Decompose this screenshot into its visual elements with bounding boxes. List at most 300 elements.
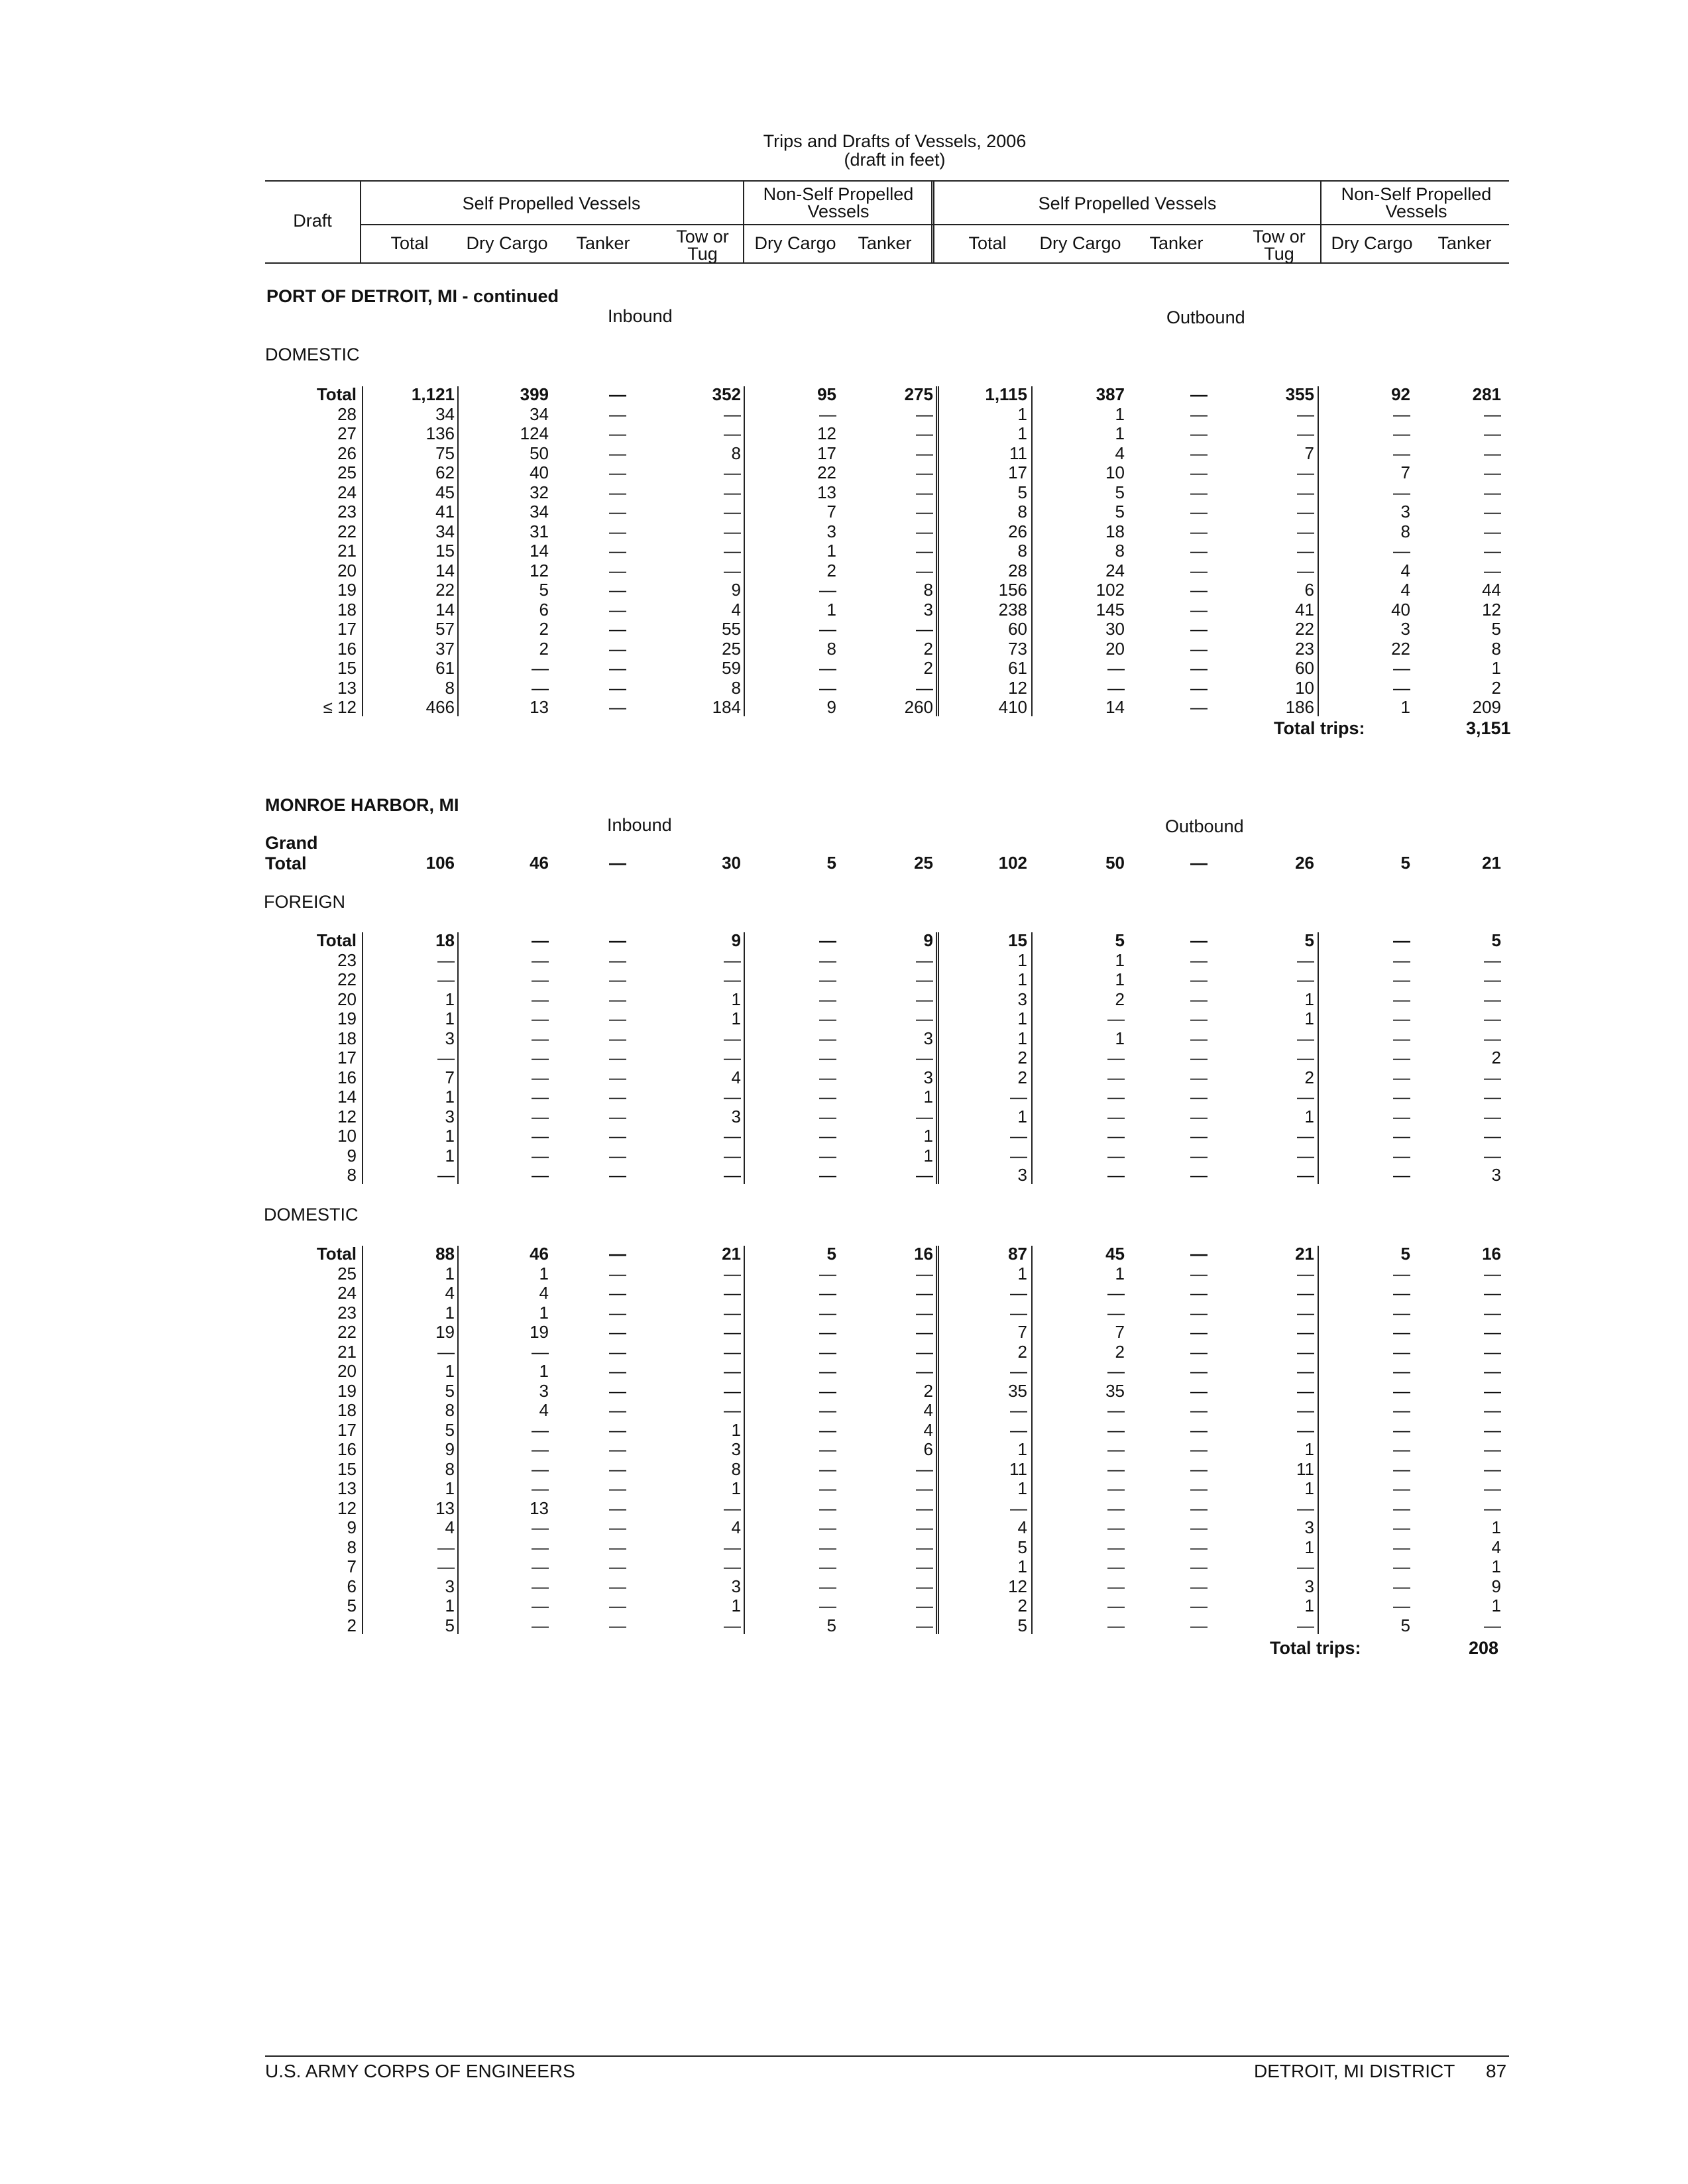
table-cell: 60 xyxy=(1295,658,1314,678)
table-cell: 34 xyxy=(530,502,549,521)
table-cell: — xyxy=(1393,1478,1410,1498)
draft-label: 19 xyxy=(337,1009,357,1028)
table-cell: 4 xyxy=(539,1283,549,1303)
table-cell: — xyxy=(532,1478,549,1498)
table-cell: — xyxy=(609,1537,626,1557)
draft-label: 16 xyxy=(337,1067,357,1087)
table-cell: — xyxy=(724,1028,741,1048)
table-cell: — xyxy=(1190,1556,1208,1576)
table-cell: 3 xyxy=(1304,1517,1314,1537)
column-divider xyxy=(744,1246,745,1634)
table-cell: — xyxy=(1190,463,1208,482)
monroe-foreign-label: FOREIGN xyxy=(264,892,346,912)
table-cell: 12 xyxy=(1008,677,1027,698)
table-cell: — xyxy=(532,1537,549,1557)
table-cell: — xyxy=(1190,1009,1208,1028)
table-cell: — xyxy=(532,1009,549,1028)
table-cell: — xyxy=(1393,969,1410,989)
table-cell: 3 xyxy=(923,1067,933,1087)
table-cell: 1,115 xyxy=(985,384,1027,404)
table-cell: — xyxy=(1010,1087,1027,1107)
draft-label: 7 xyxy=(347,1556,357,1576)
table-cell: — xyxy=(724,1126,741,1146)
table-cell: 14 xyxy=(435,599,455,620)
detroit-outbound-label: Outbound xyxy=(1166,307,1245,327)
table-cell: 62 xyxy=(435,463,455,482)
table-cell: 6 xyxy=(923,1439,933,1459)
table-cell: 209 xyxy=(1472,697,1501,717)
table-cell: — xyxy=(819,1067,836,1087)
table-cell: — xyxy=(609,423,626,443)
table-cell: — xyxy=(819,1596,836,1615)
table-cell: — xyxy=(1190,560,1208,580)
table-cell: 186 xyxy=(1285,697,1314,717)
table-cell: — xyxy=(532,1341,549,1362)
table-cell: 10 xyxy=(1105,463,1125,482)
table-cell: — xyxy=(1190,580,1208,600)
table-cell: — xyxy=(916,1048,933,1067)
table-cell: — xyxy=(1297,404,1314,424)
table-cell: 3 xyxy=(731,1106,741,1126)
table-cell: 102 xyxy=(1096,580,1125,600)
table-cell: — xyxy=(1393,930,1410,950)
table-cell: — xyxy=(1393,1556,1410,1576)
table-cell: — xyxy=(1484,502,1501,521)
table-cell: — xyxy=(532,950,549,970)
table-cell: — xyxy=(609,1028,626,1048)
table-cell: 275 xyxy=(904,384,933,404)
table-cell: — xyxy=(609,1517,626,1537)
draft-label: 22 xyxy=(337,969,357,989)
table-cell: — xyxy=(609,541,626,561)
table-cell: — xyxy=(1484,463,1501,482)
table-cell: 2 xyxy=(1115,1341,1125,1362)
table-cell: — xyxy=(1190,1400,1208,1420)
table-cell: — xyxy=(1297,1263,1314,1283)
table-cell: 12 xyxy=(1482,599,1501,620)
table-cell: 1 xyxy=(1304,1478,1314,1498)
table-cell: — xyxy=(819,1106,836,1126)
table-cell: 1 xyxy=(1017,950,1027,970)
table-cell: — xyxy=(1107,1439,1125,1459)
table-cell: 11 xyxy=(1296,1458,1314,1479)
table-cell: 7 xyxy=(1304,443,1314,463)
table-cell: 2 xyxy=(1115,989,1125,1009)
table-cell: 4 xyxy=(731,1067,741,1087)
table-cell: 184 xyxy=(712,697,741,717)
table-cell: — xyxy=(609,638,626,659)
header-col-total-out: Total xyxy=(968,233,1007,253)
monroe-total-trips: 208 xyxy=(1469,1638,1499,1658)
table-cell: 2 xyxy=(1491,677,1501,698)
table-cell: 18 xyxy=(435,930,455,950)
column-divider xyxy=(936,932,939,1184)
table-cell: 5 xyxy=(1400,1244,1410,1264)
table-cell: — xyxy=(916,521,933,541)
draft-label: 23 xyxy=(337,950,357,970)
table-cell: — xyxy=(609,989,626,1009)
table-cell: — xyxy=(1297,1556,1314,1576)
table-cell: — xyxy=(1484,989,1501,1009)
table-cell: — xyxy=(1297,463,1314,482)
table-cell: — xyxy=(1484,1419,1501,1440)
table-cell: — xyxy=(1190,1458,1208,1479)
table-cell: 5 xyxy=(1491,619,1501,639)
table-cell: — xyxy=(609,1263,626,1283)
table-cell: — xyxy=(1484,1361,1501,1381)
table-cell: 3 xyxy=(923,599,933,620)
draft-label: 16 xyxy=(337,1439,357,1459)
draft-label: 21 xyxy=(337,1341,357,1362)
table-cell: 4 xyxy=(731,599,741,620)
table-cell: — xyxy=(916,1009,933,1028)
draft-label: 24 xyxy=(337,1283,357,1303)
column-divider xyxy=(1318,386,1319,716)
header-col-tow-in: Tow or Tug xyxy=(676,227,729,264)
table-cell: 19 xyxy=(435,1322,455,1342)
draft-label: Total xyxy=(316,1244,357,1264)
table-cell: 7 xyxy=(1115,1322,1125,1342)
table-cell: 5 xyxy=(826,1615,836,1635)
header-draft: Draft xyxy=(293,211,332,231)
table-cell: — xyxy=(916,482,933,502)
table-cell: — xyxy=(1393,541,1410,561)
table-cell: — xyxy=(609,658,626,678)
header-col-tanker-out: Tanker xyxy=(1149,233,1204,253)
table-cell: 73 xyxy=(1008,638,1027,659)
table-cell: 7 xyxy=(1017,1322,1027,1342)
table-cell: 8 xyxy=(445,677,455,698)
grand-total-cell: — xyxy=(1190,853,1208,873)
table-cell: — xyxy=(819,1283,836,1303)
table-cell: — xyxy=(609,969,626,989)
table-cell: 34 xyxy=(435,404,455,424)
table-cell: — xyxy=(819,1009,836,1028)
table-cell: 1 xyxy=(1017,969,1027,989)
table-cell: 12 xyxy=(1008,1576,1027,1596)
table-cell: — xyxy=(437,1537,455,1557)
table-cell: 1 xyxy=(1115,423,1125,443)
table-cell: — xyxy=(1393,1458,1410,1479)
column-divider xyxy=(1318,1246,1319,1634)
draft-label: ≤ 12 xyxy=(323,697,357,717)
table-cell: 92 xyxy=(1391,384,1410,404)
table-cell: 1 xyxy=(1491,1596,1501,1615)
table-cell: — xyxy=(819,1341,836,1362)
table-cell: — xyxy=(1190,1322,1208,1342)
header-self-propelled-inbound: Self Propelled Vessels xyxy=(462,193,641,213)
table-cell: — xyxy=(1010,1302,1027,1323)
table-cell: 5 xyxy=(1304,930,1314,950)
table-cell: — xyxy=(819,658,836,678)
table-cell: — xyxy=(1484,1615,1501,1635)
table-cell: 260 xyxy=(904,697,933,717)
table-cell: 17 xyxy=(1008,463,1027,482)
header-col-ns-drycargo-in: Dry Cargo xyxy=(754,233,836,253)
table-cell: — xyxy=(1010,1400,1027,1420)
table-cell: — xyxy=(1297,1126,1314,1146)
table-cell: — xyxy=(1393,1596,1410,1615)
table-cell: — xyxy=(532,1087,549,1107)
table-cell: 2 xyxy=(923,638,933,659)
table-cell: 13 xyxy=(530,697,549,717)
table-cell: — xyxy=(1107,1537,1125,1557)
table-cell: — xyxy=(1190,521,1208,541)
table-cell: — xyxy=(916,1361,933,1381)
table-cell: — xyxy=(1393,404,1410,424)
table-cell: 156 xyxy=(998,580,1027,600)
table-cell: — xyxy=(1190,1380,1208,1401)
table-cell: 4 xyxy=(539,1400,549,1420)
table-cell: — xyxy=(1190,1263,1208,1283)
table-cell: 8 xyxy=(1115,541,1125,561)
table-cell: 30 xyxy=(1105,619,1125,639)
table-cell: — xyxy=(1484,1478,1501,1498)
table-cell: — xyxy=(1190,1087,1208,1107)
table-cell: 1 xyxy=(1017,404,1027,424)
table-cell: 2 xyxy=(1017,1048,1027,1067)
table-cell: — xyxy=(819,950,836,970)
table-cell: 22 xyxy=(1391,638,1410,659)
table-cell: — xyxy=(1484,1028,1501,1048)
table-cell: — xyxy=(819,1087,836,1107)
table-cell: — xyxy=(724,1498,741,1518)
table-cell: 11 xyxy=(1009,1458,1027,1479)
table-cell: — xyxy=(819,1028,836,1048)
draft-label: 25 xyxy=(337,463,357,482)
table-cell: 1 xyxy=(1304,989,1314,1009)
table-cell: — xyxy=(819,677,836,698)
table-cell: — xyxy=(1107,677,1125,698)
table-cell: — xyxy=(1393,1263,1410,1283)
table-cell: 1 xyxy=(826,599,836,620)
table-cell: 1 xyxy=(445,1145,455,1166)
table-cell: — xyxy=(1190,1145,1208,1166)
table-cell: 12 xyxy=(530,560,549,580)
table-cell: 16 xyxy=(914,1244,933,1264)
header-col-ns-tanker-out: Tanker xyxy=(1437,233,1492,253)
table-cell: — xyxy=(609,1361,626,1381)
grand-total-cell: 5 xyxy=(826,853,836,873)
table-cell: — xyxy=(1393,1537,1410,1557)
table-cell: — xyxy=(1484,1458,1501,1479)
table-cell: — xyxy=(1190,502,1208,521)
table-cell: — xyxy=(724,1341,741,1362)
table-cell: 8 xyxy=(445,1458,455,1479)
monroe-total-trips-label: Total trips: xyxy=(1270,1638,1361,1658)
table-cell: — xyxy=(1484,1106,1501,1126)
table-cell: — xyxy=(1484,1400,1501,1420)
table-cell: — xyxy=(724,541,741,561)
table-cell: — xyxy=(724,560,741,580)
page-footer xyxy=(265,2055,1509,2081)
header-col-tanker-in: Tanker xyxy=(576,233,630,253)
table-cell: 2 xyxy=(1017,1067,1027,1087)
table-cell: 5 xyxy=(1017,482,1027,502)
table-cell: 281 xyxy=(1472,384,1501,404)
table-cell: — xyxy=(1107,1048,1125,1067)
table-cell: — xyxy=(1107,1458,1125,1479)
table-cell: 4 xyxy=(1400,580,1410,600)
table-cell: — xyxy=(1107,1087,1125,1107)
table-cell: 9 xyxy=(731,930,741,950)
table-cell: — xyxy=(1107,1478,1125,1498)
table-cell: 4 xyxy=(1400,560,1410,580)
table-cell: 145 xyxy=(1096,599,1125,620)
table-cell: — xyxy=(609,1126,626,1146)
draft-label: 10 xyxy=(337,1126,357,1146)
draft-label: Total xyxy=(316,930,357,950)
monroe-inbound-label: Inbound xyxy=(607,815,672,835)
table-cell: 2 xyxy=(539,638,549,659)
table-cell: — xyxy=(819,580,836,600)
table-cell: — xyxy=(1484,969,1501,989)
table-cell: — xyxy=(1107,1517,1125,1537)
draft-label: 15 xyxy=(337,1458,357,1479)
table-cell: — xyxy=(1393,1517,1410,1537)
table-cell: 4 xyxy=(445,1283,455,1303)
table-cell: — xyxy=(1190,697,1208,717)
draft-label: 8 xyxy=(347,1165,357,1185)
table-cell: — xyxy=(1393,1498,1410,1518)
draft-label: 28 xyxy=(337,404,357,424)
table-cell: 1 xyxy=(731,1419,741,1440)
table-cell: — xyxy=(1190,482,1208,502)
table-cell: — xyxy=(1190,1165,1208,1185)
table-cell: 5 xyxy=(1491,930,1501,950)
table-cell: 1 xyxy=(731,1478,741,1498)
table-header xyxy=(265,180,1509,266)
header-non-self-propelled-outbound: Non-Self Propelled Vessels xyxy=(1341,184,1492,221)
table-cell: 59 xyxy=(722,658,741,678)
table-cell: — xyxy=(609,502,626,521)
table-cell: — xyxy=(1393,1361,1410,1381)
table-cell: 34 xyxy=(530,404,549,424)
table-cell: 3 xyxy=(731,1576,741,1596)
table-cell: — xyxy=(609,1556,626,1576)
draft-label: 9 xyxy=(347,1145,357,1166)
table-cell: 6 xyxy=(1304,580,1314,600)
table-cell: 2 xyxy=(1017,1596,1027,1615)
table-cell: 8 xyxy=(445,1400,455,1420)
table-cell: — xyxy=(532,658,549,678)
table-cell: — xyxy=(819,1400,836,1420)
table-cell: 50 xyxy=(530,443,549,463)
table-cell: 1 xyxy=(1304,1106,1314,1126)
table-cell: — xyxy=(819,1517,836,1537)
table-cell: 19 xyxy=(530,1322,549,1342)
table-cell: 60 xyxy=(1008,619,1027,639)
table-cell: — xyxy=(916,989,933,1009)
table-cell: — xyxy=(609,1576,626,1596)
table-cell: — xyxy=(1297,1322,1314,1342)
table-cell: — xyxy=(609,599,626,620)
table-cell: 8 xyxy=(731,1458,741,1479)
table-cell: 1 xyxy=(826,541,836,561)
table-cell: 87 xyxy=(1008,1244,1027,1264)
table-cell: 1 xyxy=(445,1596,455,1615)
table-cell: 13 xyxy=(530,1498,549,1518)
table-cell: 1 xyxy=(1491,658,1501,678)
table-cell: — xyxy=(819,1361,836,1381)
draft-label: 17 xyxy=(337,1419,357,1440)
table-cell: — xyxy=(1107,1556,1125,1576)
table-cell: — xyxy=(724,1556,741,1576)
table-cell: — xyxy=(1010,1283,1027,1303)
table-cell: — xyxy=(1484,1145,1501,1166)
table-cell: 22 xyxy=(1295,619,1314,639)
table-cell: 5 xyxy=(1115,502,1125,521)
monroe-title: MONROE HARBOR, MI xyxy=(265,795,459,815)
table-cell: 2 xyxy=(923,1380,933,1401)
table-cell: — xyxy=(609,1596,626,1615)
table-cell: — xyxy=(1107,1126,1125,1146)
table-cell: — xyxy=(1190,969,1208,989)
table-cell: 17 xyxy=(817,443,836,463)
table-cell: — xyxy=(1484,1498,1501,1518)
table-cell: — xyxy=(819,1263,836,1283)
table-cell: 10 xyxy=(1295,677,1314,698)
table-cell: 3 xyxy=(1400,502,1410,521)
table-cell: — xyxy=(1484,521,1501,541)
table-cell: 1 xyxy=(539,1302,549,1323)
table-cell: — xyxy=(916,1517,933,1537)
table-cell: 4 xyxy=(731,1517,741,1537)
table-cell: 1 xyxy=(731,1009,741,1028)
table-cell: 9 xyxy=(826,697,836,717)
table-cell: — xyxy=(1393,1419,1410,1440)
table-cell: — xyxy=(1190,1478,1208,1498)
monroe-outbound-label: Outbound xyxy=(1165,816,1244,836)
table-cell: 5 xyxy=(1115,482,1125,502)
column-divider xyxy=(362,932,363,1184)
table-cell: 57 xyxy=(435,619,455,639)
table-cell: — xyxy=(609,1106,626,1126)
table-cell: — xyxy=(819,1145,836,1166)
table-cell: — xyxy=(1484,443,1501,463)
table-cell: — xyxy=(532,1556,549,1576)
draft-label: 16 xyxy=(337,638,357,659)
table-cell: 61 xyxy=(1008,658,1027,678)
table-cell: 37 xyxy=(435,638,455,659)
table-cell: 3 xyxy=(1017,989,1027,1009)
table-cell: 1 xyxy=(731,1596,741,1615)
table-cell: — xyxy=(1297,1361,1314,1381)
table-cell: — xyxy=(916,1615,933,1635)
table-cell: — xyxy=(1484,1067,1501,1087)
table-cell: 1 xyxy=(1017,1106,1027,1126)
table-cell: 34 xyxy=(435,521,455,541)
table-cell: — xyxy=(1107,1165,1125,1185)
table-cell: — xyxy=(437,1048,455,1067)
table-cell: 5 xyxy=(1017,1615,1027,1635)
table-cell: — xyxy=(819,619,836,639)
detroit-domestic-label: DOMESTIC xyxy=(265,345,360,364)
table-cell: — xyxy=(1297,1165,1314,1185)
table-cell: 5 xyxy=(445,1419,455,1440)
table-cell: — xyxy=(1107,1498,1125,1518)
table-cell: — xyxy=(1190,1283,1208,1303)
table-cell: — xyxy=(609,443,626,463)
table-cell: — xyxy=(1393,1087,1410,1107)
table-cell: — xyxy=(1393,1341,1410,1362)
monroe-domestic-label: DOMESTIC xyxy=(264,1205,359,1225)
table-cell: — xyxy=(916,1458,933,1479)
table-cell: 1 xyxy=(445,1087,455,1107)
column-divider xyxy=(936,386,939,716)
table-cell: — xyxy=(724,1263,741,1283)
table-cell: — xyxy=(532,1576,549,1596)
